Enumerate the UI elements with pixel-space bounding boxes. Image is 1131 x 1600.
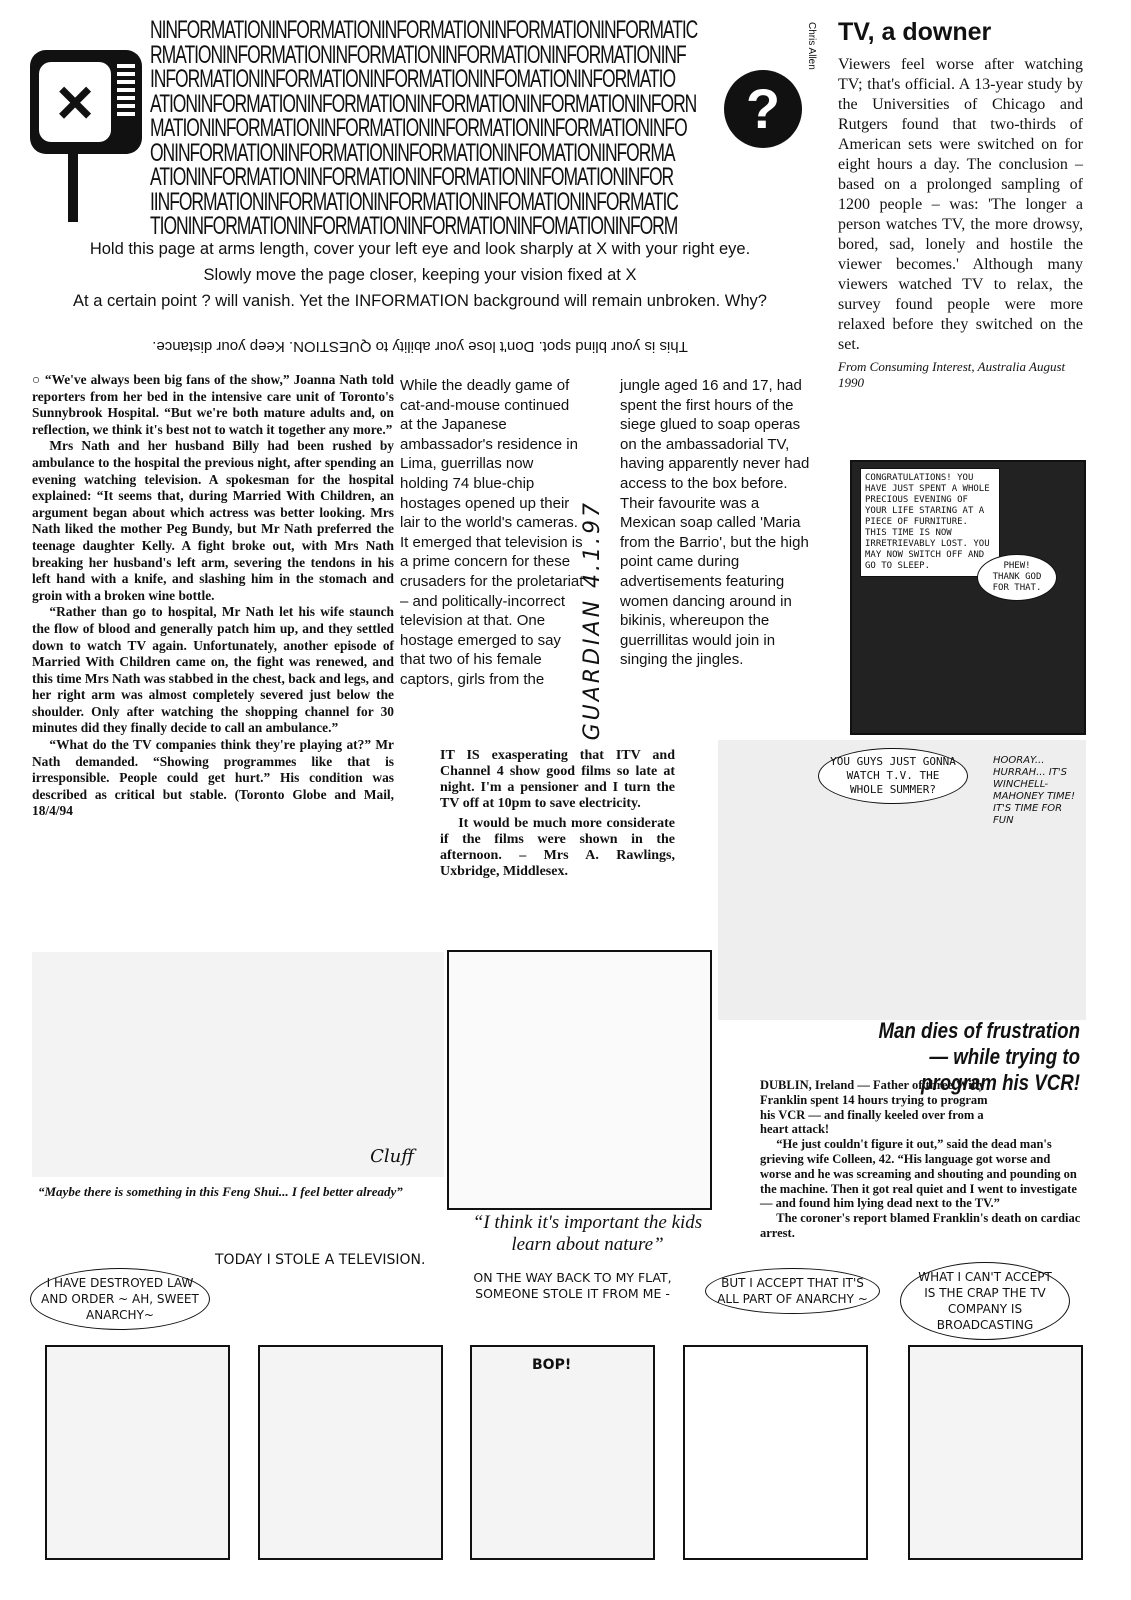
illusion-row: MATIONINFORMATIONINFORMATIONINFORMATIONINFORMATIONINFO	[150, 114, 687, 142]
illusion-row: TIONINFORMATIONINFORMATIONINFORMATIONINFOMATIONINFORM	[150, 212, 678, 240]
upside-down-text: This is your blind spot. Don't lose your ability to QUESTION. Keep your distance.	[152, 338, 688, 355]
instruction-3: At a certain point ? will vanish. Yet the INFORMATION background will remain unbroken. Why?	[73, 292, 767, 310]
nature-cartoon	[447, 950, 712, 1210]
illusion-row: NINFORMATIONINFORMATIONINFORMATIONINFORMATIONINFORMATIC	[150, 18, 698, 44]
nath-article: ○ “We've always been big fans of the show,” Joanna Nath told reporters from her bed in the intensive care unit of Toronto's Sunnybrook Hospital. “But we're both mature adults and, on reflection, we think it's best not to watch it together any more.” Mrs Nath and her husband Billy had been rushed by ambulance to the hospital the previous night, after spending an evening watching television. A spokesman for the hospital explained: “It seems that, during Married With Children, an argument began about which actress was better looking. Mrs Nath liked the mother Peg Bundy, but Mr Nath preferred the teenage daughter Kelly. A fight broke out, with Mrs Nath breaking her husband's left arm, severing the tendons in his left hand with a knife, and slashing him in the stomach and groin with a broken wine bottle. “Rather than go to hospital, Mr Nath let his wife staunch the flow of blood and generally patch him up, and they settled down to watch TV again. Unfortunately, another episode of Married With Children came on, the fight was renewed, and this time Mrs Nath was stabbed in the chest, back and legs, and her right arm was almost completely severed just below the shoulder. Only after watching the shopping channel for 30 minutes did they finally decide to call an ambulance.” “What do the TV companies think they're playing at?” Mr Nath demanded. “Showing programmes like that is irresponsible. People could get hurt.” His condition was described as critical but stable. (Toronto Globe and Mail, 18/4/94	[32, 372, 394, 819]
nature-caption: “I think it's important the kids learn about nature”	[472, 1212, 703, 1255]
strip-panel-1	[45, 1345, 230, 1560]
illusion-row: IINFORMATIONINFORMATIONINFORMATIONINFOMATIONINFORMATIC	[150, 187, 678, 216]
illusion-row: RMATIONINFORMATIONINFORMATIONINFORMATIONINFORMATIONINF	[150, 40, 686, 69]
feng-shui-caption: “Maybe there is something in this Feng Shui... I feel better already”	[38, 1184, 403, 1199]
strip-panel-3: BOP!	[470, 1345, 655, 1560]
information-background	[150, 18, 722, 240]
guardian-handwritten: GUARDIAN 4.1.97	[580, 500, 605, 741]
strip-bubble-1: I HAVE DESTROYED LAW AND ORDER ~ AH, SWEET ANARCHY~	[30, 1268, 210, 1330]
illusion-credit: Chris Allen	[806, 22, 817, 70]
lima-col2: jungle aged 16 and 17, had spent the first hours of the siege glued to soap operas on the ambassadorial TV, having apparently never had access to the box before. Their favourite was a Mexican soap called 'Maria from the Barrio', but the high point came during advertisements featuring women dancing around in bikinis, whereupon the guerrillitas would join in singing the jingles.	[620, 377, 810, 669]
illusion-row: INFORMATIONINFORMATIONINFORMATIONINFOMATIONINFORMATIO	[150, 65, 676, 93]
downer-body: Viewers feel worse after watching TV; that's official. A 13-year study by the Universities of Chicago and Rutgers found that two-thirds of American sets were switched on for eight hours a day. The conclusion – based on a prolonged sampling of 1200 people – was: 'The longer a person watches TV, the more drowsy, bored, sad, lonely and hostile the viewer becomes.' Although many viewers watched TV to relax, the survey found people were more relaxed before they switched on the set.	[838, 56, 1083, 353]
vcr-headline: Man dies of frustration — while trying to program his VCR!	[878, 1018, 1080, 1095]
vcr-article: DUBLIN, Ireland — Father of three Willy Franklin spent 14 hours trying to program his VCR — and finally keeled over from a heart attack! “He just couldn't figure it out,” said the dead man's grieving wife Colleen, 42. “His language got worse and worse and he was screaming and shouting and pounding on the machine. Then it got real quiet and I went to investigate — and found him lying dead next to the TV.” The coroner's report blamed Franklin's death on cardiac arrest.	[760, 1078, 1081, 1240]
illusion-row: ATIONINFORMATIONINFORMATIONINFORMATIONINFORMATIONINFORN	[150, 89, 697, 118]
congratulations-cartoon: CONGRATULATIONS! YOU HAVE JUST SPENT A WHOLE PRECIOUS EVENING OF YOUR LIFE STARING AT A PIECE OF FURNITURE. THIS TIME IS NOW IRRETRIEVABLY LOST. YOU MAY NOW SWITCH OFF AND GO TO SLEEP. PHEW! THANK GOD FOR THAT.	[850, 460, 1086, 735]
downer-title: TV, a downer	[838, 18, 992, 46]
feng-shui-cartoon: Cluff	[32, 952, 444, 1177]
downer-source: From Consuming Interest, Australia August 1990	[838, 359, 1066, 390]
strip-panel-4	[683, 1345, 868, 1560]
letter: IT IS exasperating that ITV and Channel 4 show good films so late at night. I'm a pensioner and I turn the TV off at 10pm to save electricity. It would be much more considerate if the films were shown in the afternoon. – Mrs A. Rawlings, Uxbridge, Middlesex.	[440, 748, 675, 879]
tv-x-icon: ×	[30, 50, 142, 154]
instruction-1: Hold this page at arms length, cover your left eye and look sharply at X with your right eye.	[89, 240, 751, 258]
summer-cartoon: YOU GUYS JUST GONNA WATCH T.V. THE WHOLE SUMMER? HOORAY... HURRAH... IT'S WINCHELL-MAHONEY TIME! IT'S TIME FOR FUN	[718, 740, 1086, 1020]
question-mark-icon: ?	[724, 70, 802, 148]
lima-col1: While the deadly game of cat-and-mouse continued at the Japanese ambassador's residence in Lima, guerrillas now holding 74 blue-chip hostages opened up their lair to the world's cameras. It emerged that television is a prime concern for these crusaders for the proletariat – and politically-incorrect television at that. One hostage emerged to say that two of his female captors, girls from the	[400, 377, 584, 688]
strip-bubble-5: WHAT I CAN'T ACCEPT IS THE CRAP THE TV COMPANY IS BROADCASTING	[900, 1262, 1070, 1340]
instruction-2: Slowly move the page closer, keeping your vision fixed at X	[203, 266, 637, 284]
strip-caption-3: ON THE WAY BACK TO MY FLAT, SOMEONE STOLE IT FROM ME -	[473, 1270, 672, 1301]
strip-panel-5	[908, 1345, 1083, 1560]
illusion-row: ONINFORMATIONINFORMATIONINFORMATIONINFOMATIONINFORMA	[150, 138, 675, 167]
strip-title: TODAY I STOLE A TELEVISION.	[215, 1252, 426, 1268]
strip-panel-2	[258, 1345, 443, 1560]
illusion-row: ATIONINFORMATIONINFORMATIONINFORMATIONINFOMATIONINFOR	[150, 163, 674, 191]
strip-bubble-4: BUT I ACCEPT THAT IT'S ALL PART OF ANARCHY ~	[705, 1268, 880, 1314]
